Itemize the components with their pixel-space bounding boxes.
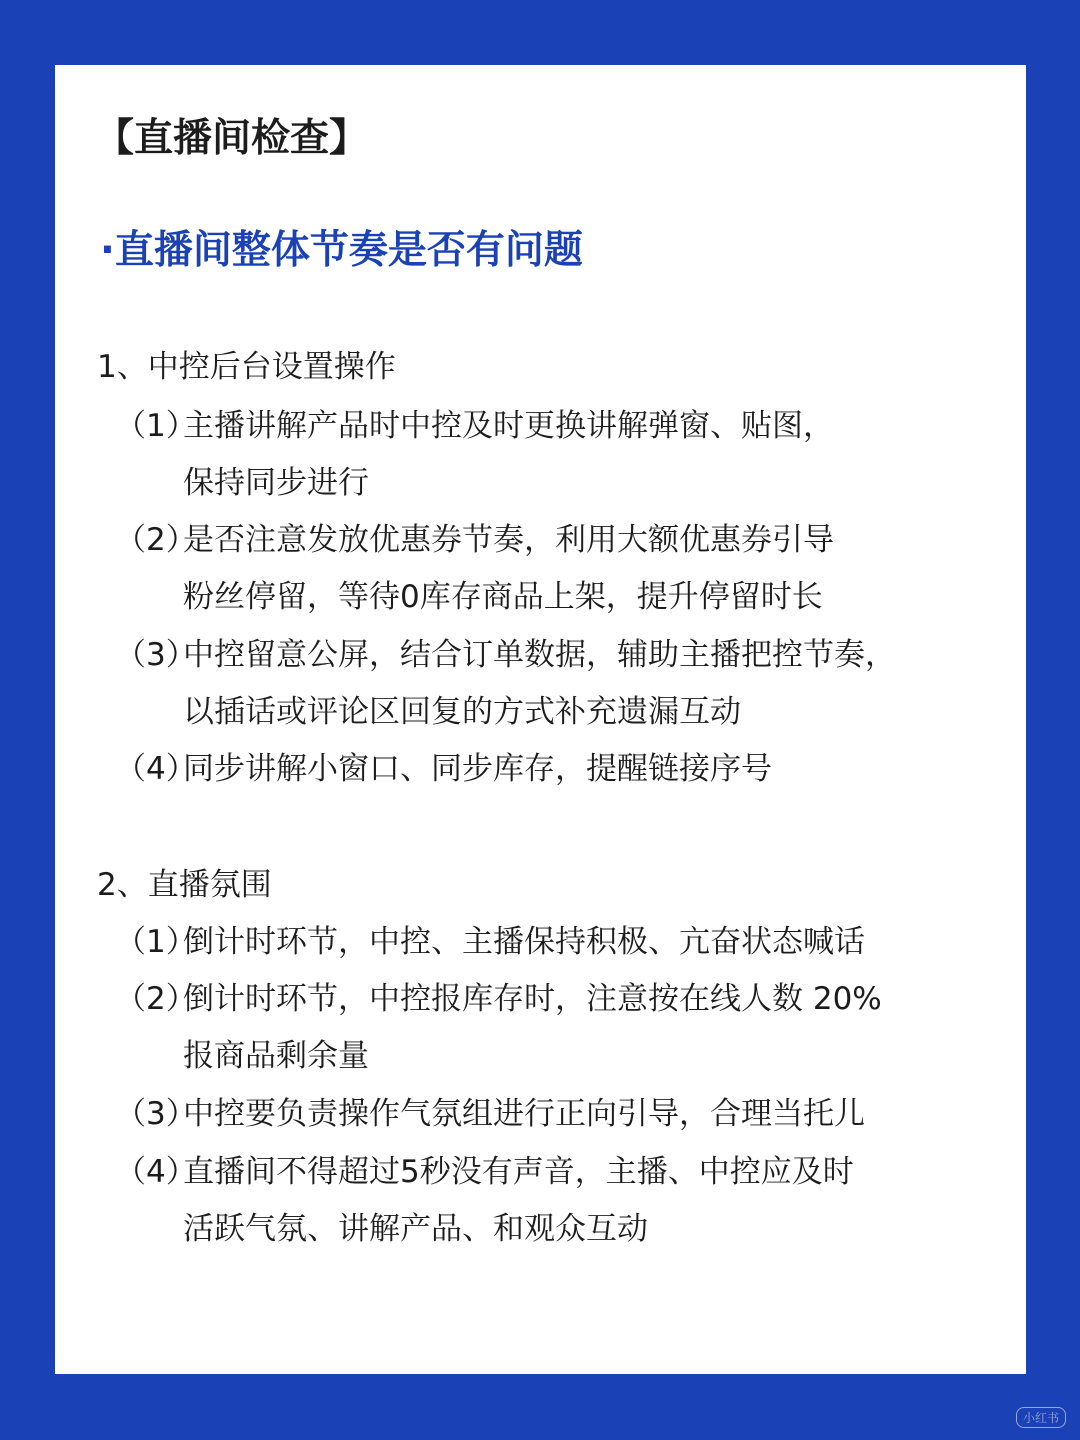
item-line: 以插话或评论区回复的方式补充遗漏互动 xyxy=(183,694,741,730)
item-line: 同步讲解小窗口、同步库存，提醒链接序号 xyxy=(183,751,772,787)
item-line: 中控留意公屏，结合订单数据，辅助主播把控节奏， xyxy=(183,637,896,673)
item-number: （1） xyxy=(115,924,197,960)
section-heading-2: 2、直播氛围 xyxy=(97,867,272,903)
item-number: （2） xyxy=(115,522,197,558)
item-number: （4） xyxy=(115,1154,197,1190)
item-line: 报商品剩余量 xyxy=(183,1038,369,1074)
item-line: 是否注意发放优惠券节奏，利用大额优惠券引导 xyxy=(183,522,834,558)
list-item xyxy=(115,1086,1015,1143)
list-item xyxy=(115,1144,1015,1258)
item-line: 直播间不得超过5秒没有声音，主播、中控应及时 xyxy=(183,1154,854,1190)
list-item xyxy=(115,512,1015,626)
list-item xyxy=(115,741,1015,798)
item-line: 倒计时环节，中控、主播保持积极、亢奋状态喊话 xyxy=(183,924,865,960)
item-number: （4） xyxy=(115,751,197,787)
item-line: 倒计时环节，中控报库存时，注意按在线人数 20% xyxy=(183,981,882,1017)
item-line: 主播讲解产品时中控及时更换讲解弹窗、贴图， xyxy=(183,408,834,444)
item-number: （3） xyxy=(115,1096,197,1132)
list-item xyxy=(115,627,1015,741)
item-number: （3） xyxy=(115,637,197,673)
item-line: 中控要负责操作气氛组进行正向引导，合理当托儿 xyxy=(183,1096,865,1132)
item-number: （1） xyxy=(115,408,197,444)
subtitle: ·直播间整体节奏是否有问题 xyxy=(100,228,583,273)
list-item xyxy=(115,398,1015,512)
item-number: （2） xyxy=(115,981,197,1017)
list-item xyxy=(115,971,1015,1085)
content-card xyxy=(55,65,1026,1374)
list-item xyxy=(115,914,1015,971)
item-line: 活跃气氛、讲解产品、和观众互动 xyxy=(183,1211,648,1247)
item-line: 粉丝停留，等待0库存商品上架，提升停留时长 xyxy=(183,579,823,615)
section-heading-1: 1、中控后台设置操作 xyxy=(97,349,396,385)
page-title: 【直播间检查】 xyxy=(95,116,369,161)
watermark: 小红书 xyxy=(1016,1407,1066,1428)
item-line: 保持同步进行 xyxy=(183,465,369,501)
